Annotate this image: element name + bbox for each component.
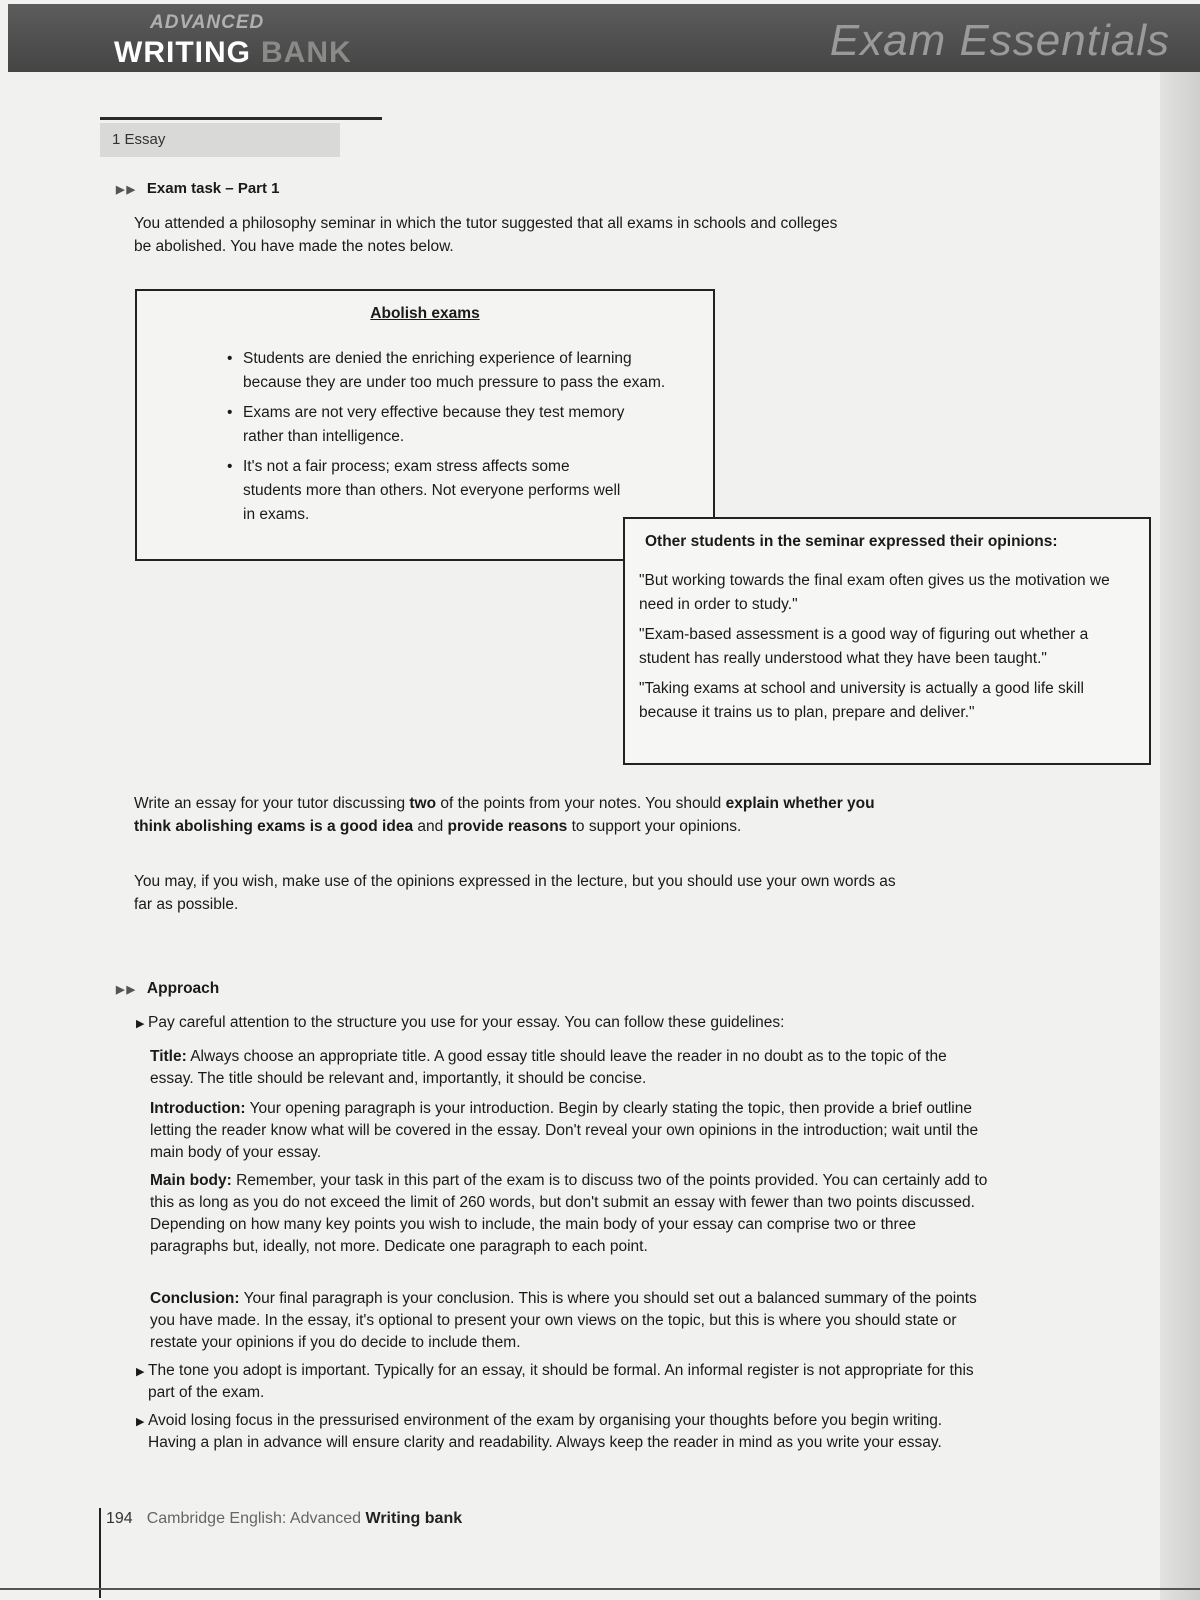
approach-bullet bbox=[136, 1410, 988, 1454]
guideline-main-body bbox=[150, 1170, 990, 1258]
notes-item: • Students are denied the enriching experience of learning because they are under too much pressure to pass the exam. bbox=[227, 347, 687, 395]
guideline-introduction bbox=[150, 1098, 990, 1164]
opinion-quote: "Taking exams at school and university is actually a good life skill because it trains us to plan, prepare and deliver." bbox=[639, 680, 1084, 721]
opinions-heading: Other students in the seminar expressed their opinions: bbox=[645, 533, 1058, 550]
header-series: Exam Essentials bbox=[829, 16, 1170, 65]
bottom-rule bbox=[0, 1588, 1200, 1590]
guideline-label: Main body: bbox=[150, 1172, 232, 1189]
guideline-label: Title: bbox=[150, 1048, 187, 1065]
instr-text: and bbox=[413, 818, 448, 835]
task-intro: You attended a philosophy seminar in which the tutor suggested that all exams in schools and colleges be abolished. You have made the notes below. bbox=[134, 215, 838, 255]
notes-list bbox=[227, 347, 687, 533]
opinion-quote: "But working towards the final exam often gives us the motivation we need in order to study." bbox=[639, 572, 1110, 613]
approach-bullet-text: Pay careful attention to the structure you use for your essay. You can follow these guidelines: bbox=[148, 1014, 785, 1031]
instr-bold: explain whether you think abolishing exams is a good idea bbox=[134, 795, 875, 835]
double-arrow-icon: ▶▶ bbox=[116, 184, 137, 196]
footer-section: Writing bank bbox=[365, 1510, 463, 1527]
triangle-bullet-icon: ▶ bbox=[136, 1018, 145, 1030]
guideline-text: Remember, your task in this part of the exam is to discuss two of the points provided. You can certainly add to this as long as you do not exceed the limit of 260 words, but don't submit an essay with fewer than two points discussed. Depending on how many key points you wish to include, the main body of your essay can comprise two or three paragraphs but, ideally, not more. Dedicate one paragraph to each point. bbox=[150, 1172, 988, 1255]
task-heading bbox=[116, 180, 280, 197]
double-arrow-icon: ▶▶ bbox=[116, 984, 137, 996]
instr-text: Write an essay for your tutor discussing bbox=[134, 795, 410, 812]
guideline-label: Conclusion: bbox=[150, 1290, 240, 1307]
instr-text: of the points from your notes. You should bbox=[436, 795, 726, 812]
page-number: 194 bbox=[106, 1510, 133, 1527]
approach-bullet-text: Avoid losing focus in the pressurised environment of the exam by organising your thoughts before you begin writing. Having a plan in advance will ensure clarity and readability. Always keep the reader in mind as you write your essay. bbox=[148, 1412, 943, 1451]
instr-text: to support your opinions. bbox=[567, 818, 742, 835]
header-banner bbox=[8, 4, 1200, 72]
footer-rule bbox=[99, 1508, 101, 1598]
header-title bbox=[114, 36, 352, 70]
approach-heading bbox=[116, 980, 219, 998]
notes-title: Abolish exams bbox=[370, 305, 480, 322]
notes-item: • It's not a fair process; exam stress affects some students more than others. Not everyone performs well in exams. bbox=[227, 455, 623, 527]
approach-heading-text: Approach bbox=[146, 980, 220, 997]
approach-bullet-text: The tone you adopt is important. Typically for an essay, it should be formal. An informal register is not appropriate for this part of the exam. bbox=[148, 1362, 974, 1401]
header-subtitle: ADVANCED bbox=[150, 12, 265, 33]
footer-series: Cambridge English: Advanced bbox=[146, 1510, 362, 1527]
opinion-quote: "Exam-based assessment is a good way of figuring out whether a student has really understood what they have been taught." bbox=[639, 626, 1089, 667]
section-rule bbox=[100, 117, 382, 120]
guideline-conclusion bbox=[150, 1288, 990, 1354]
header-title-second: BANK bbox=[260, 36, 352, 69]
page-footer bbox=[106, 1510, 462, 1528]
notes-item: • Exams are not very effective because they test memory rather than intelligence. bbox=[227, 401, 663, 449]
guideline-label: Introduction: bbox=[150, 1100, 246, 1117]
opinions-box bbox=[623, 517, 1151, 765]
guideline-title bbox=[150, 1046, 990, 1090]
task-heading-text: Exam task – Part 1 bbox=[146, 180, 280, 197]
instr-bold: provide reasons bbox=[447, 818, 568, 835]
guideline-text: Always choose an appropriate title. A good essay title should leave the reader in no doubt as to the topic of the essay. The title should be relevant and, importantly, it should be concise. bbox=[150, 1048, 947, 1087]
instr-bold: two bbox=[409, 795, 437, 812]
instructions-paragraph-1 bbox=[134, 792, 894, 838]
section-label: 1 Essay bbox=[100, 123, 340, 157]
approach-bullet bbox=[136, 1012, 988, 1034]
header-title-main: WRITING bbox=[114, 36, 251, 69]
instructions-paragraph-2: You may, if you wish, make use of the opinions expressed in the lecture, but you should use your own words as far as possible. bbox=[134, 873, 896, 913]
page-edge-shadow bbox=[1160, 70, 1200, 1600]
guideline-text: Your final paragraph is your conclusion. This is where you should set out a balanced summary of the points you have made. In the essay, it's optional to present your own views on the topic, but this is where you should state or restate your opinions if you do decide to include them. bbox=[150, 1290, 977, 1351]
triangle-bullet-icon: ▶ bbox=[136, 1416, 145, 1428]
triangle-bullet-icon: ▶ bbox=[136, 1366, 145, 1378]
approach-bullet bbox=[136, 1360, 988, 1404]
guideline-text: Your opening paragraph is your introduction. Begin by clearly stating the topic, then provide a brief outline letting the reader know what will be covered in the essay. Don't reveal your own opinions in the introduction; wait until the main body of your essay. bbox=[150, 1100, 979, 1161]
